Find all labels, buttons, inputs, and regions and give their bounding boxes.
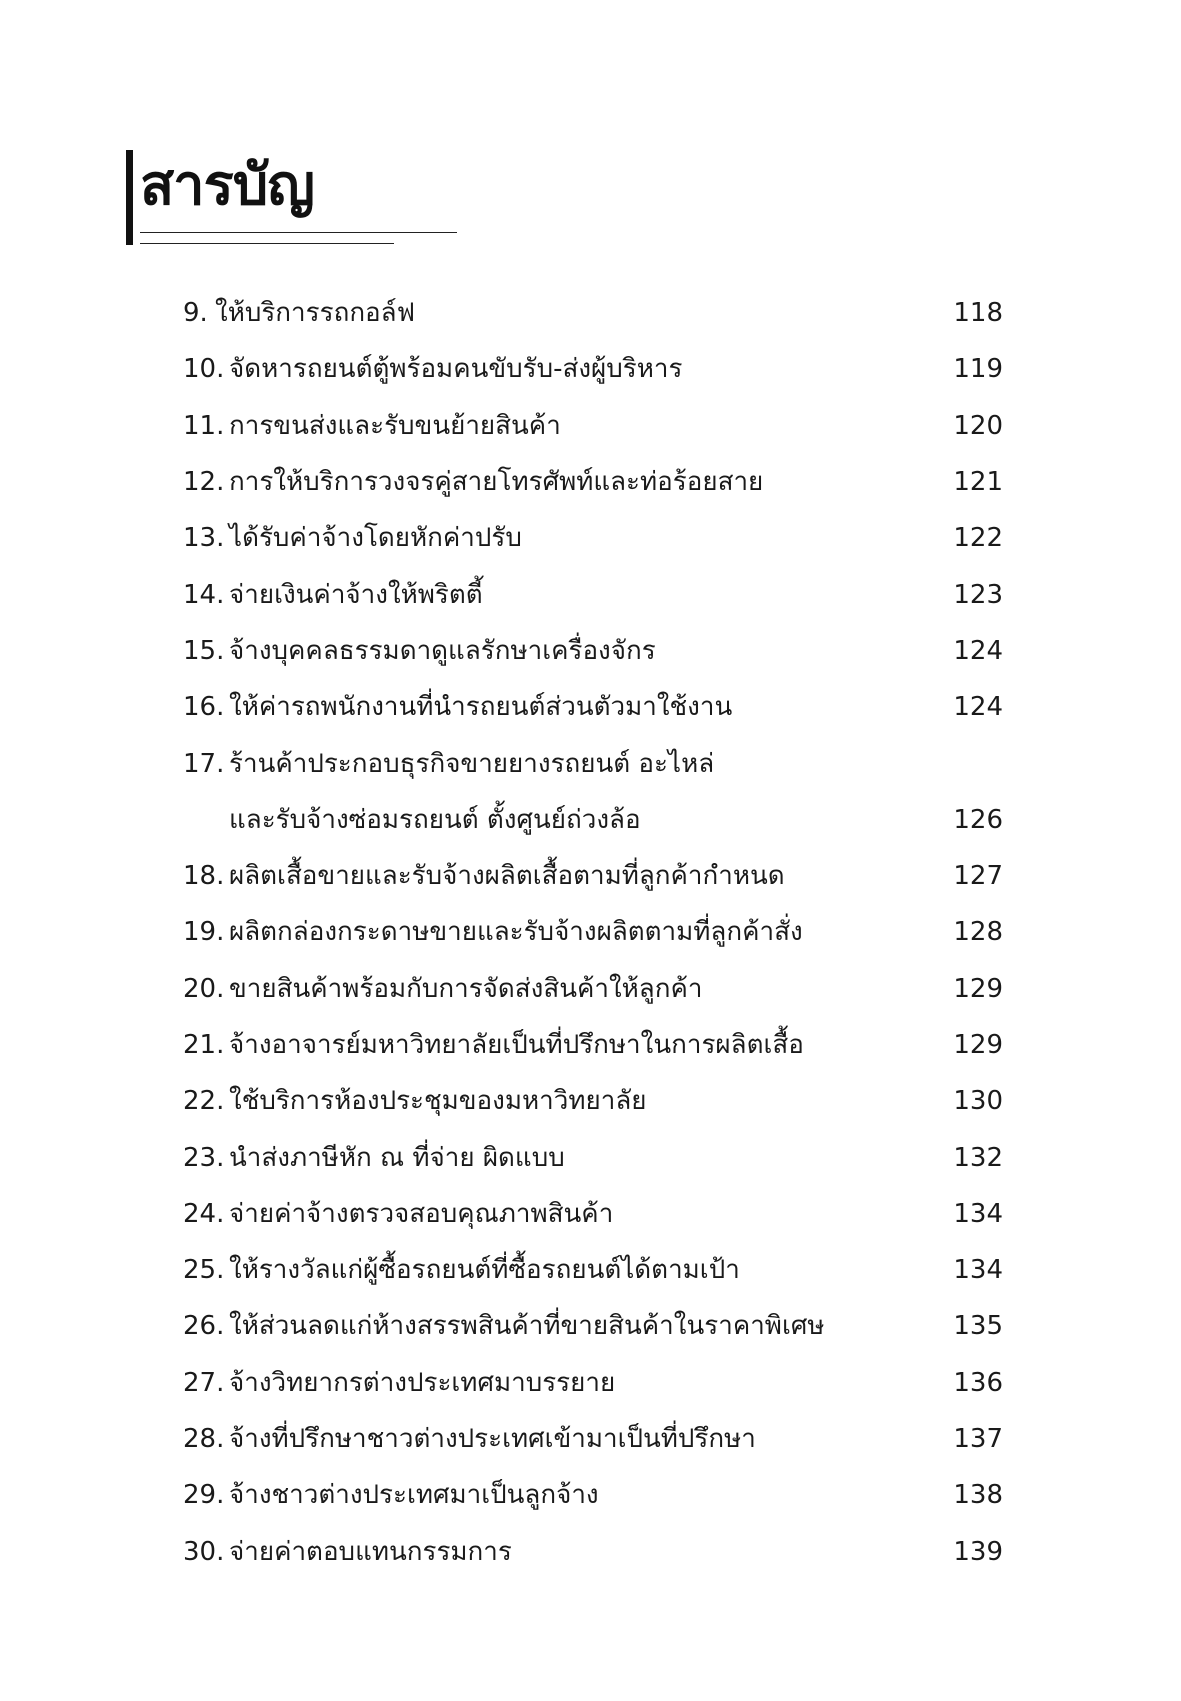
toc-entry-title: ให้ส่วนลดแก่ห้างสรรพสินค้าที่ขายสินค้าในราคาพิเศษ	[229, 1311, 825, 1342]
toc-entry-page: 136	[953, 1367, 1003, 1398]
toc-entry	[183, 848, 1003, 904]
toc-entry-title: ร้านค้าประกอบธุรกิจขายยางรถยนต์ อะไหล่	[229, 748, 715, 779]
heading-rule-short	[140, 243, 394, 244]
toc-entry-number: 19.	[183, 917, 225, 948]
toc-entry-title: ได้รับค่าจ้างโดยหักค่าปรับ	[229, 523, 522, 554]
toc-entry-number: 17.	[183, 748, 225, 779]
toc-entry-title: ผลิตเสื้อขายและรับจ้างผลิตเสื้อตามที่ลูกค้ากำหนด	[229, 861, 785, 892]
toc-entry-number: 22.	[183, 1086, 225, 1117]
toc-entry	[183, 454, 1003, 510]
toc-entry-number: 16.	[183, 692, 225, 723]
toc-entry	[183, 285, 1003, 341]
table-of-contents	[183, 285, 1003, 1580]
toc-entry	[183, 1355, 1003, 1411]
toc-entry-number: 28.	[183, 1424, 225, 1455]
toc-entry-page: 138	[953, 1480, 1003, 1511]
toc-entry-number: 15.	[183, 635, 225, 666]
page-title: สารบัญ	[140, 153, 314, 218]
toc-entry-title: จ้างบุคคลธรรมดาดูแลรักษาเครื่องจักร	[229, 635, 656, 666]
toc-entry	[183, 1411, 1003, 1467]
toc-entry-number: 29.	[183, 1480, 225, 1511]
toc-entry-title: จ่ายค่าตอบแทนกรรมการ	[229, 1536, 512, 1567]
toc-entry-number: 13.	[183, 523, 225, 554]
toc-entry-number: 24.	[183, 1198, 225, 1229]
toc-entry-title: จัดหารถยนต์ตู้พร้อมคนขับรับ-ส่งผู้บริหาร	[229, 354, 683, 385]
toc-entry	[183, 510, 1003, 566]
toc-entry-title: จ้างชาวต่างประเทศมาเป็นลูกจ้าง	[229, 1480, 599, 1511]
toc-entry-title: ผลิตกล่องกระดาษขายและรับจ้างผลิตตามที่ลูกค้าสั่ง	[229, 917, 803, 948]
toc-entry-page: 134	[953, 1198, 1003, 1229]
toc-entry-page: 122	[953, 523, 1003, 554]
toc-entry	[183, 735, 1003, 791]
toc-entry-title: ให้รางวัลแก่ผู้ซื้อรถยนต์ที่ซื้อรถยนต์ได้ตามเป้า	[229, 1255, 740, 1286]
toc-entry-page: 130	[953, 1086, 1003, 1117]
toc-entry-number: 20.	[183, 973, 225, 1004]
toc-entry-number: 10.	[183, 354, 225, 385]
toc-entry	[183, 1073, 1003, 1129]
toc-entry-number: 18.	[183, 861, 225, 892]
toc-entry-title: จ้างอาจารย์มหาวิทยาลัยเป็นที่ปรึกษาในการผลิตเสื้อ	[229, 1030, 804, 1060]
toc-entry-page: 137	[953, 1424, 1003, 1455]
toc-entry-title: จ้างที่ปรึกษาชาวต่างประเทศเข้ามาเป็นที่ปรึกษา	[229, 1424, 756, 1455]
toc-entry-number: 30.	[183, 1536, 225, 1567]
toc-entry-page: 129	[953, 973, 1003, 1004]
toc-entry-title: การให้บริการวงจรคู่สายโทรศัพท์และท่อร้อยสาย	[229, 467, 764, 498]
toc-entry	[183, 341, 1003, 397]
toc-entry-title: ให้ค่ารถพนักงานที่นำรถยนต์ส่วนตัวมาใช้งาน	[229, 692, 733, 723]
toc-entry-title: นำส่งภาษีหัก ณ ที่จ่าย ผิดแบบ	[229, 1142, 565, 1173]
toc-entry-page: 134	[953, 1255, 1003, 1286]
toc-entry-number: 9.	[183, 298, 208, 329]
toc-entry	[183, 961, 1003, 1017]
toc-entry-number: 26.	[183, 1311, 225, 1342]
toc-entry-page: 120	[953, 410, 1003, 441]
heading-rule-long	[140, 232, 457, 233]
toc-entry	[183, 679, 1003, 735]
toc-entry-title: ใช้บริการห้องประชุมของมหาวิทยาลัย	[229, 1086, 647, 1117]
toc-entry-title-continued: และรับจ้างซ่อมรถยนต์ ตั้งศูนย์ถ่วงล้อ	[229, 804, 641, 835]
toc-entry-number: 11.	[183, 410, 225, 441]
toc-entry	[183, 398, 1003, 454]
toc-entry-page: 126	[953, 804, 1003, 835]
toc-entry-number: 27.	[183, 1367, 225, 1398]
toc-entry	[183, 566, 1003, 622]
toc-entry	[183, 1186, 1003, 1242]
toc-entry-page: 123	[953, 579, 1003, 610]
toc-entry-title: จ่ายเงินค่าจ้างให้พริตตี้	[229, 579, 483, 610]
toc-entry-title: จ้างวิทยากรต่างประเทศมาบรรยาย	[229, 1367, 616, 1398]
toc-entry-number: 25.	[183, 1255, 225, 1286]
toc-entry-page: 128	[953, 917, 1003, 948]
toc-entry-page: 135	[953, 1311, 1003, 1342]
toc-entry	[183, 1524, 1003, 1580]
toc-entry-page: 121	[953, 467, 1003, 498]
toc-entry	[183, 904, 1003, 960]
toc-entry-title: การขนส่งและรับขนย้ายสินค้า	[229, 410, 561, 441]
heading-accent-bar	[126, 150, 133, 245]
toc-entry-page: 119	[953, 354, 1003, 385]
toc-entry-number: 23.	[183, 1142, 225, 1173]
toc-entry-page: 139	[953, 1536, 1003, 1567]
toc-entry	[183, 1017, 1003, 1073]
toc-entry-page: 124	[953, 692, 1003, 723]
toc-entry-number: 14.	[183, 579, 225, 610]
toc-entry-title: ให้บริการรถกอล์ฟ	[215, 298, 416, 329]
toc-entry-continuation	[183, 792, 1003, 848]
toc-entry-number: 21.	[183, 1030, 225, 1060]
toc-entry	[183, 1242, 1003, 1298]
toc-entry	[183, 1298, 1003, 1354]
toc-heading-block	[126, 150, 466, 250]
toc-entry	[183, 623, 1003, 679]
toc-entry-page: 127	[953, 861, 1003, 892]
toc-entry-page: 118	[953, 298, 1003, 329]
toc-entry	[183, 1129, 1003, 1185]
toc-entry-page: 132	[953, 1142, 1003, 1173]
toc-entry-title: จ่ายค่าจ้างตรวจสอบคุณภาพสินค้า	[229, 1198, 614, 1229]
toc-entry-number: 12.	[183, 467, 225, 498]
toc-entry-title: ขายสินค้าพร้อมกับการจัดส่งสินค้าให้ลูกค้า	[229, 973, 703, 1004]
toc-entry-page: 124	[953, 635, 1003, 666]
toc-entry	[183, 1467, 1003, 1523]
toc-entry-page: 129	[953, 1030, 1003, 1060]
